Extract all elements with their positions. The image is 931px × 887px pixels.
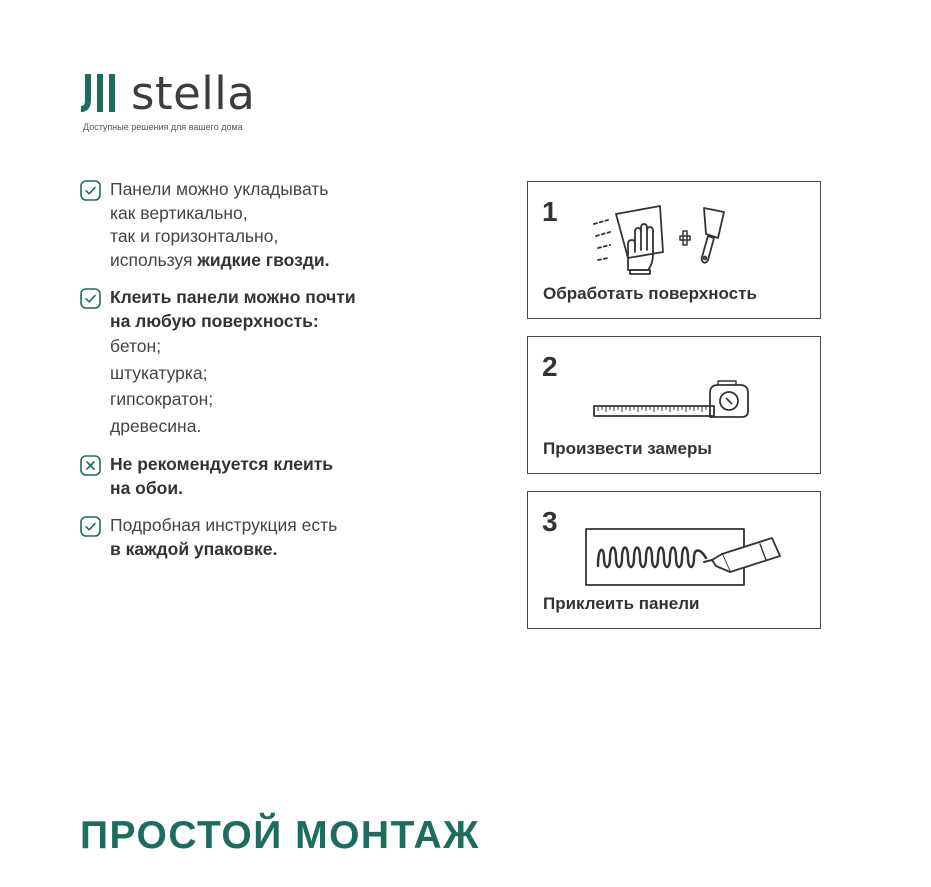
check-icon bbox=[80, 288, 101, 309]
feature-list bbox=[80, 178, 410, 575]
feature-line: Подробная инструкция есть bbox=[110, 515, 338, 535]
feature-line bbox=[110, 538, 410, 562]
check-icon bbox=[80, 516, 101, 537]
feature-line bbox=[110, 453, 410, 477]
check-icon bbox=[80, 180, 101, 201]
cross-icon bbox=[80, 455, 101, 476]
surface-item: древесина. bbox=[110, 415, 202, 436]
feature-line: так и горизонтально, bbox=[110, 226, 279, 246]
step-number: 3 bbox=[542, 506, 558, 537]
feature-line bbox=[110, 286, 410, 310]
surface-item: гипсократон; bbox=[110, 389, 214, 409]
feature-line-bold: в каждой упаковке. bbox=[110, 538, 278, 559]
step-card-3 bbox=[527, 491, 821, 629]
step-label: Приклеить панели bbox=[543, 594, 700, 613]
step-number: 2 bbox=[542, 351, 558, 382]
feature-line-bold: Клеить панели можно почти bbox=[110, 287, 356, 307]
brand-name: stella bbox=[131, 67, 256, 120]
step-label: Произвести замеры bbox=[543, 439, 712, 458]
page-title: ПРОСТОЙ МОНТАЖ bbox=[80, 814, 480, 857]
feature-line: Панели можно укладывать bbox=[110, 179, 329, 199]
brand-logo bbox=[81, 67, 256, 132]
glue-tube-zigzag-icon bbox=[584, 526, 784, 588]
feature-line-text: используя bbox=[110, 249, 198, 270]
feature-line bbox=[110, 477, 410, 501]
feature-line-bold: на любую поверхность: bbox=[110, 310, 319, 331]
step-card-1 bbox=[527, 181, 821, 319]
surface-item: бетон; bbox=[110, 336, 162, 356]
brand-tagline: Доступные решения для вашего дома bbox=[83, 122, 243, 132]
step-label: Обработать поверхность bbox=[543, 284, 757, 303]
glove-cloth-plus-spatula-icon bbox=[588, 200, 738, 280]
feature-line-bold: Не рекомендуется клеить bbox=[110, 454, 334, 474]
feature-line-bold: на обои. bbox=[110, 477, 183, 498]
step-card-2 bbox=[527, 336, 821, 474]
surface-item: штукатурка; bbox=[110, 362, 208, 383]
feature-line-bold: жидкие гвозди. bbox=[197, 249, 330, 270]
feature-line bbox=[110, 310, 410, 334]
feature-line: как вертикально, bbox=[110, 202, 248, 223]
feature-item-surfaces bbox=[80, 286, 410, 439]
feature-item-wallpaper-warning bbox=[80, 453, 410, 500]
feature-line bbox=[110, 249, 410, 273]
feature-item-instructions bbox=[80, 514, 410, 561]
stella-logo-mark-icon bbox=[81, 74, 123, 114]
step-number: 1 bbox=[542, 196, 558, 227]
feature-item-orientation bbox=[80, 178, 410, 272]
tape-measure-icon bbox=[592, 379, 754, 423]
